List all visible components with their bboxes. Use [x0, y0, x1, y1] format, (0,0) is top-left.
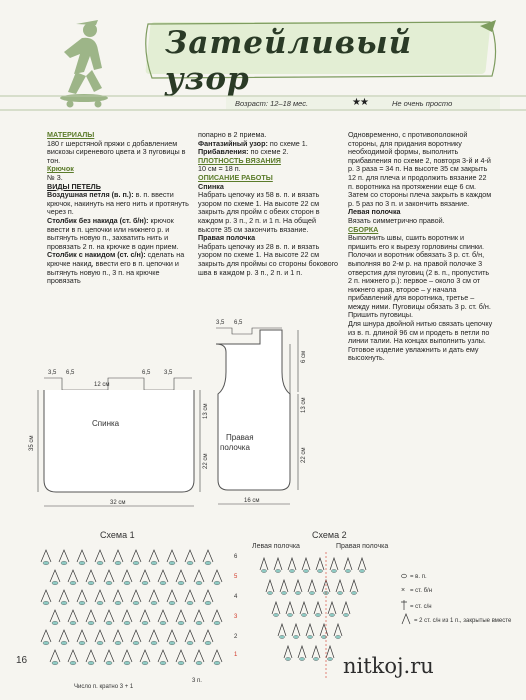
chain-stitch — [52, 661, 58, 665]
fan-stitch — [308, 580, 316, 592]
chain-stitch — [88, 661, 94, 665]
fan-stitch — [167, 590, 177, 602]
fan-stitch — [203, 550, 213, 562]
fan-stitch — [86, 610, 96, 622]
scheme2-left-label: Левая полочка — [252, 543, 300, 550]
fan-stitch — [212, 570, 222, 582]
legend-vp: = в. п. — [410, 574, 427, 580]
chain-stitch — [115, 641, 121, 645]
age-range: Возраст: 12–18 мес. — [235, 99, 309, 108]
fan-stitch — [113, 590, 123, 602]
back-dim-2: 6,5 — [66, 370, 75, 376]
fan-stitch — [104, 570, 114, 582]
chain-stitch — [52, 621, 58, 625]
back-text: Набрать цепочку из 58 в. п. и вязать узором по схеме 1. На высоте 22 см закрыть для пройм с обеих сторон в каждом р. 3 п., 2 п. и 1 п. На общей высоте 35 см закончить вязание. — [198, 190, 320, 234]
back-width: 32 см — [110, 500, 126, 506]
chain-stitch — [97, 561, 103, 565]
fan-stitch — [122, 610, 132, 622]
vp-paragraph — [47, 191, 190, 217]
chain-stitch — [295, 591, 300, 594]
chain-stitch — [133, 641, 139, 645]
fan-stitch — [302, 558, 310, 570]
chain-stitch — [359, 569, 364, 572]
right-front-text: Набрать цепочку из 28 в. п. и вязать узором по схеме 1. На высоте 22 см закрыть для проймы со стороны бокового шва в каждом р. 3 п., 2 п. и 1 п. — [198, 241, 339, 277]
fan-stitch — [59, 550, 69, 562]
chain-stitch — [196, 581, 202, 585]
fan-stitch — [59, 630, 69, 642]
chain-stitch — [115, 561, 121, 565]
chain-stitch — [289, 569, 294, 572]
chain-stitch — [160, 581, 166, 585]
fan-stitch — [167, 630, 177, 642]
fan-stitch — [185, 590, 195, 602]
incr-label: Прибавления: — [198, 147, 249, 157]
front-dim-1: 3,5 — [216, 320, 225, 326]
continuation-text: попарно в 2 приема. — [198, 130, 267, 139]
back-schematic — [24, 360, 209, 520]
fan-stitch — [131, 550, 141, 562]
fan-stitch — [294, 580, 302, 592]
fancy-label: Фантазийный узор: — [198, 138, 268, 148]
fan-stitch — [140, 650, 150, 662]
fan-stitch — [122, 570, 132, 582]
difficulty-stars: ★★ — [352, 97, 368, 108]
tie-text: Для шнура двойной нитью связать цепочку из в. п. длиной 96 см и продеть в петли по линии талии. На концах выполнить узлы. Готовое изделие увлажнить и дать ему высохнуть. — [348, 319, 493, 363]
fan-stitch — [77, 630, 87, 642]
chain-stitch — [106, 661, 112, 665]
fan-stitch — [342, 602, 350, 614]
row-number-6: 6 — [234, 554, 238, 560]
fan-stitch — [95, 630, 105, 642]
legend-2sn: = 2 ст. с/н из 1 п., закрытые вместе — [414, 618, 512, 624]
chain-stitch — [97, 641, 103, 645]
fan-stitch — [95, 550, 105, 562]
front-label-line2: полочка — [220, 443, 250, 452]
fan-stitch — [326, 646, 334, 658]
chain-stitch — [151, 561, 157, 565]
vp-label: Воздушная петля (в. п.): — [47, 190, 134, 200]
fan-stitch — [140, 570, 150, 582]
incr-text: по схеме 2. — [248, 147, 289, 157]
fan-stitch — [203, 630, 213, 642]
fan-stitch — [194, 650, 204, 662]
chain-stitch — [205, 601, 211, 605]
fan-stitch — [41, 630, 51, 642]
fan-stitch — [328, 602, 336, 614]
vp-text: в. п. ввести крючок, накинуть на него нить и протянуть через п. — [47, 190, 189, 217]
fan-stitch — [158, 610, 168, 622]
sbn-text: крючок ввести в п. цепочки или нижнего р. и вытянуть новую п., захватить нить и провязать 2 п. на крючке в один прием. — [47, 215, 179, 251]
fan-stitch — [274, 558, 282, 570]
fan-stitch — [158, 570, 168, 582]
density-heading: ПЛОТНОСТЬ ВЯЗАНИЯ — [198, 155, 281, 165]
site-watermark: nitkoj.ru — [343, 654, 434, 678]
chain-stitch — [303, 569, 308, 572]
chain-stitch — [142, 621, 148, 625]
materials-heading: МАТЕРИАЛЫ — [47, 130, 95, 139]
row-number-4: 4 — [234, 594, 238, 600]
scheme2-right-label: Правая полочка — [336, 543, 389, 550]
chain-stitch — [187, 641, 193, 645]
fan-stitch — [50, 610, 60, 622]
fan-stitch — [320, 624, 328, 636]
back-dim-3: 12 см — [94, 382, 110, 388]
chain-stitch — [142, 661, 148, 665]
page-number: 16 — [16, 655, 28, 666]
chain-stitch — [160, 621, 166, 625]
chain-stitch — [196, 621, 202, 625]
left-front-text: Вязать симметрично правой. — [348, 215, 445, 225]
back-height-upper: 13 см — [203, 403, 209, 419]
fan-stitch — [330, 558, 338, 570]
fan-stitch — [113, 630, 123, 642]
chain-stitch — [52, 581, 58, 585]
column-work — [198, 131, 341, 277]
fan-stitch — [176, 650, 186, 662]
chain-stitch — [281, 591, 286, 594]
difficulty-label: Не очень просто — [392, 99, 453, 108]
chain-stitch — [187, 561, 193, 565]
collar-text: Одновременно, с противоположной стороны, для придания воротнику необходимой формы, выполнить прибавления по схеме 2, повторя 3-й и 4-й р. 3 раза = 34 п. На высоте 35 см закрыть 12 п. для плеча и продолжить вязание 22 п. воротника на протяжении еще 6 см. Затем со стороны плеча закрыть в каждом р. 5 раз по 3 п. и закончить вязание. — [348, 130, 492, 208]
fan-stitch — [176, 570, 186, 582]
chain-stitch — [115, 601, 121, 605]
chain-stitch — [43, 601, 49, 605]
fan-stitch — [280, 580, 288, 592]
fan-stitch — [194, 610, 204, 622]
sbn-label: Столбик без накида (ст. б/н): — [47, 215, 149, 225]
materials-text: 180 г шерстяной пряжи с добавлением вискозы сиреневого цвета и 3 пуговицы в тон. — [47, 138, 186, 165]
chain-stitch — [160, 661, 166, 665]
front-height-lower: 22 см — [301, 447, 307, 463]
sn-text: сделать на крючке накид, ввести его в п. цепочки и вытянуть новую п., 3 п. на крючке провязать — [47, 250, 185, 286]
chain-stitch — [329, 613, 334, 616]
fan-stitch — [336, 580, 344, 592]
fan-stitch — [292, 624, 300, 636]
chain-stitch — [88, 581, 94, 585]
chain-stitch — [124, 581, 130, 585]
chain-stitch — [97, 601, 103, 605]
chain-stitch — [61, 601, 67, 605]
crochet-schemes — [26, 528, 526, 698]
fan-stitch — [300, 602, 308, 614]
chain-stitch — [61, 561, 67, 565]
sn-paragraph — [47, 251, 190, 285]
chain-stitch — [169, 601, 175, 605]
chain-stitch — [285, 657, 290, 660]
chain-stitch — [124, 661, 130, 665]
fan-stitch — [104, 650, 114, 662]
fan-stitch — [104, 610, 114, 622]
legend — [401, 574, 512, 624]
back-heading: Спинка — [198, 181, 224, 191]
chain-stitch — [315, 613, 320, 616]
fan-stitch — [131, 590, 141, 602]
fan-stitch — [167, 550, 177, 562]
sbn-paragraph — [47, 217, 190, 251]
chain-stitch — [196, 661, 202, 665]
chain-stitch — [88, 621, 94, 625]
front-width: 16 см — [244, 498, 260, 504]
chain-stitch — [343, 613, 348, 616]
fan-stitch — [203, 590, 213, 602]
chain-stitch — [299, 657, 304, 660]
scheme2-title: Схема 2 — [312, 530, 347, 540]
chain-stitch — [313, 657, 318, 660]
chain-stitch — [287, 613, 292, 616]
fan-stitch — [149, 630, 159, 642]
chain-stitch — [187, 601, 193, 605]
fan-stitch — [68, 610, 78, 622]
fancy-text: по схеме 1. — [267, 138, 308, 148]
chain-stitch — [106, 621, 112, 625]
fan-stitch — [312, 646, 320, 658]
chain-stitch — [169, 561, 175, 565]
scheme1-title: Схема 1 — [100, 530, 135, 540]
chain-stitch — [151, 601, 157, 605]
chain-stitch — [205, 561, 211, 565]
chain-stitch — [337, 591, 342, 594]
chain-stitch — [351, 591, 356, 594]
fan-stitch — [95, 590, 105, 602]
scheme1-row-numbers — [234, 554, 238, 658]
fan-stitch — [284, 646, 292, 658]
legend-sbn: = ст. б/н — [410, 588, 433, 594]
scheme1-note: 3 п. — [192, 678, 202, 684]
right-front-heading: Правая полочка — [198, 233, 256, 243]
chain-stitch — [70, 621, 76, 625]
chain-stitch — [293, 635, 298, 638]
front-label-line1: Правая — [226, 433, 254, 442]
fan-stitch — [158, 650, 168, 662]
fan-stitch — [185, 550, 195, 562]
chain-stitch — [279, 635, 284, 638]
fan-stitch — [113, 550, 123, 562]
sn-label: Столбик с накидом (ст. с/н): — [47, 250, 146, 260]
fan-stitch — [288, 558, 296, 570]
fan-stitch — [86, 570, 96, 582]
fan-stitch — [278, 624, 286, 636]
assembly-heading: СБОРКА — [348, 224, 379, 234]
chain-stitch — [133, 601, 139, 605]
chain-stitch — [142, 581, 148, 585]
assembly-text: Выполнить швы, сшить воротник и пришить его к вырезу горловины спинки. Полочки и воротник обвязать 3 р. ст. б/н, выполняя во 2-м р. на правой полочке 3 отверстия для пуговиц (2 в. п., пропустить 2 п. нижнего р.): первое – около 3 см от нижнего края, второе – у начала прибавлений для воротника, третье – между ними. Пуговицы обязать 3 р. ст. б/н. Пришить пуговицы. — [348, 233, 491, 320]
work-heading: ОПИСАНИЕ РАБОТЫ — [198, 172, 273, 182]
chain-stitch — [301, 613, 306, 616]
loops-heading: ВИДЫ ПЕТЕЛЬ — [47, 181, 101, 191]
fan-stitch — [86, 650, 96, 662]
chain-stitch — [275, 569, 280, 572]
chain-stitch — [345, 569, 350, 572]
fan-stitch — [68, 570, 78, 582]
fan-stitch — [212, 650, 222, 662]
fan-stitch — [306, 624, 314, 636]
chain-stitch — [70, 661, 76, 665]
fan-stitch — [59, 590, 69, 602]
chain-stitch — [267, 591, 272, 594]
chain-stitch — [309, 591, 314, 594]
fan-stitch — [185, 630, 195, 642]
front-height-upper: 13 см — [301, 397, 307, 413]
scheme1-grid — [41, 550, 222, 665]
fan-stitch — [266, 580, 274, 592]
chain-stitch — [70, 581, 76, 585]
fan-stitch — [140, 610, 150, 622]
fan-stitch — [149, 550, 159, 562]
back-label: Спинка — [92, 419, 120, 428]
fan-stitch — [77, 550, 87, 562]
row-number-5: 5 — [234, 574, 238, 580]
fan-stitch — [286, 602, 294, 614]
front-dim-2: 6,5 — [234, 320, 243, 326]
fan-stitch — [334, 624, 342, 636]
back-dim-4: 6,5 — [142, 370, 151, 376]
fan-stitch — [316, 558, 324, 570]
legend-sn-symbol — [401, 600, 407, 610]
chain-stitch — [214, 621, 220, 625]
column-assembly — [348, 131, 493, 363]
chain-stitch — [43, 641, 49, 645]
chain-stitch — [317, 569, 322, 572]
fan-stitch — [272, 602, 280, 614]
chain-stitch — [261, 569, 266, 572]
legend-vp-symbol — [402, 574, 407, 578]
front-schematic — [206, 312, 336, 520]
fan-stitch — [122, 650, 132, 662]
row-number-3: 3 — [234, 614, 238, 620]
fan-stitch — [212, 610, 222, 622]
fan-stitch — [260, 558, 268, 570]
chain-stitch — [335, 635, 340, 638]
chain-stitch — [331, 569, 336, 572]
front-dim-3: 6 см — [301, 350, 307, 363]
legend-sbn-symbol: × — [401, 587, 406, 594]
fan-stitch — [68, 650, 78, 662]
fan-stitch — [344, 558, 352, 570]
chain-stitch — [214, 661, 220, 665]
chain-stitch — [178, 661, 184, 665]
back-dim-5: 3,5 — [164, 370, 173, 376]
chain-stitch — [178, 621, 184, 625]
fan-stitch — [358, 558, 366, 570]
back-height-total: 35 см — [29, 435, 35, 451]
row-number-2: 2 — [234, 634, 238, 640]
fan-stitch — [194, 570, 204, 582]
chain-stitch — [205, 641, 211, 645]
chain-stitch — [106, 581, 112, 585]
chain-stitch — [307, 635, 312, 638]
chain-stitch — [79, 601, 85, 605]
chain-stitch — [327, 657, 332, 660]
fan-stitch — [41, 550, 51, 562]
back-height-lower: 22 см — [203, 453, 209, 469]
chain-stitch — [178, 581, 184, 585]
chain-stitch — [151, 641, 157, 645]
chain-stitch — [79, 641, 85, 645]
page-title: Затейливый узор — [165, 25, 413, 97]
scheme1-footer: Число п. кратно 3 + 1 — [74, 684, 134, 690]
chain-stitch — [273, 613, 278, 616]
fan-stitch — [50, 650, 60, 662]
density-text: 10 см = 18 п. — [198, 164, 241, 174]
chain-stitch — [124, 621, 130, 625]
fan-stitch — [149, 590, 159, 602]
chain-stitch — [133, 561, 139, 565]
fan-stitch — [131, 630, 141, 642]
chain-stitch — [214, 581, 220, 585]
chain-stitch — [79, 561, 85, 565]
chain-stitch — [169, 641, 175, 645]
back-dim-1: 3,5 — [48, 370, 57, 376]
hook-heading: Крючок — [47, 164, 74, 174]
legend-sn: = ст. с/н — [410, 604, 432, 610]
chain-stitch — [61, 641, 67, 645]
hook-text: № 3. — [47, 172, 63, 182]
column-materials — [47, 131, 190, 286]
fan-stitch — [176, 610, 186, 622]
header — [0, 0, 526, 97]
fan-stitch — [77, 590, 87, 602]
fan-stitch — [298, 646, 306, 658]
fan-stitch — [314, 602, 322, 614]
legend-2sn-symbol — [402, 614, 410, 624]
fan-stitch — [350, 580, 358, 592]
fan-stitch — [41, 590, 51, 602]
left-front-heading: Левая полочка — [348, 207, 401, 217]
chain-stitch — [43, 561, 49, 565]
row-number-1: 1 — [234, 652, 238, 658]
fan-stitch — [50, 570, 60, 582]
